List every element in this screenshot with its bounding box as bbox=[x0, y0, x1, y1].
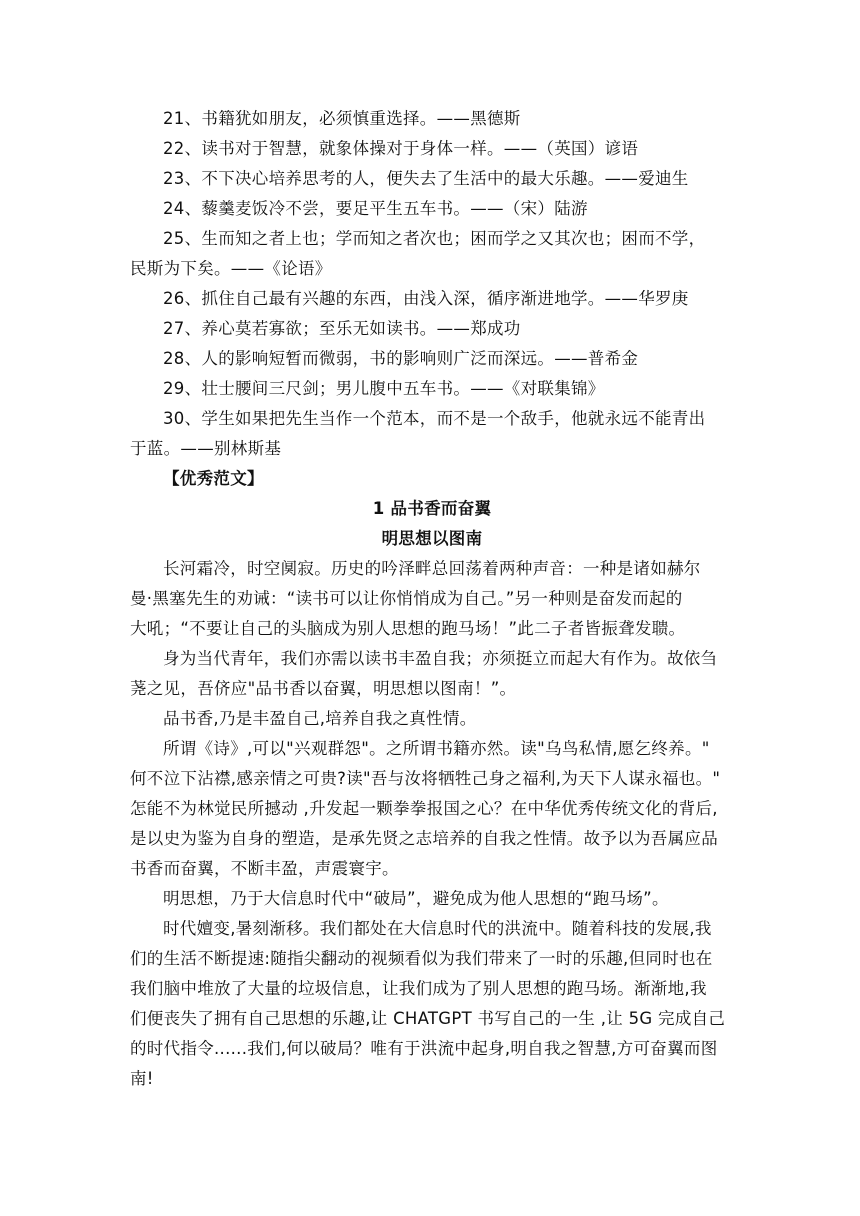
essay-paragraph-4-line-5 bbox=[130, 854, 734, 884]
essay-paragraph-2-line-2 bbox=[130, 674, 734, 704]
essay-paragraph-6-line-3 bbox=[130, 974, 734, 1004]
essay-paragraph-4-line-2 bbox=[130, 764, 734, 794]
quote-line: 民斯为下矣。——《论语》 bbox=[130, 259, 332, 278]
quote-line: 21、书籍犹如朋友，必须慎重选择。——黑德斯 bbox=[163, 109, 521, 128]
quote-line: 28、人的影响短暂而微弱，书的影响则广泛而深远。——普希金 bbox=[163, 349, 639, 368]
essay-paragraph-3-line-1 bbox=[130, 704, 734, 734]
paragraph-line: 品书香,乃是丰盈自己,培养自我之真性情。 bbox=[163, 709, 477, 728]
paragraph-line: 所谓《诗》,可以"兴观群怨"。之所谓书籍亦然。读"乌鸟私情,愿乞终养。" bbox=[163, 739, 710, 758]
quote-26 bbox=[130, 284, 734, 314]
paragraph-line: 的时代指令......我们,何以破局？唯有于洪流中起身,明自我之智慧,方可奋翼而图 bbox=[130, 1039, 718, 1058]
essay-paragraph-1-line-1 bbox=[130, 554, 734, 584]
quote-24 bbox=[130, 194, 734, 224]
quote-line: 22、读书对于智慧，就象体操对于身体一样。——（英国）谚语 bbox=[163, 139, 639, 158]
essay-paragraph-6-line-5 bbox=[130, 1034, 734, 1064]
essay-body bbox=[130, 554, 734, 1094]
paragraph-line: 荛之见，吾侪应"品书香以奋翼，明思想以图南！”。 bbox=[130, 679, 517, 698]
essay-paragraph-6-line-6 bbox=[130, 1064, 734, 1094]
quote-29 bbox=[130, 374, 734, 404]
quote-28 bbox=[130, 344, 734, 374]
quote-30-line-1 bbox=[130, 404, 734, 434]
quote-25-line-2 bbox=[130, 254, 734, 284]
quote-23 bbox=[130, 164, 734, 194]
essay-paragraph-6-line-2 bbox=[130, 944, 734, 974]
essay-paragraph-6-line-4 bbox=[130, 1004, 734, 1034]
essay-paragraph-1-line-2 bbox=[130, 584, 734, 614]
paragraph-line: 怎能不为林觉民所撼动 ,升发起一颗拳拳报国之心？在中华优秀传统文化的背后, bbox=[130, 799, 718, 818]
quote-line: 30、学生如果把先生当作一个范本，而不是一个敌手，他就永远不能青出 bbox=[163, 409, 706, 428]
paragraph-line: 书香而奋翼，不断丰盈，声震寰宇。 bbox=[130, 859, 399, 878]
quote-line: 29、壮士腰间三尺剑；男儿腹中五车书。——《对联集锦》 bbox=[163, 379, 605, 398]
quote-30-line-2 bbox=[130, 434, 734, 464]
quote-list bbox=[130, 104, 734, 464]
quote-line: 25、生而知之者上也；学而知之者次也；困而学之又其次也；困而不学， bbox=[163, 229, 706, 248]
essay-paragraph-2-line-1 bbox=[130, 644, 734, 674]
paragraph-line: 是以史为鉴为自身的塑造，是承先贤之志培养的自我之性情。故予以为吾属应品 bbox=[130, 829, 718, 848]
paragraph-line: 们的生活不断提速:随指尖翻动的视频看似为我们带来了一时的乐趣,但同时也在 bbox=[130, 949, 713, 968]
paragraph-line: 南! bbox=[130, 1069, 154, 1088]
paragraph-line: 身为当代青年，我们亦需以读书丰盈自我；亦须挺立而起大有作为。故依刍 bbox=[163, 649, 718, 668]
essay-paragraph-1-line-3 bbox=[130, 614, 734, 644]
paragraph-line: 何不泣下沾襟,感亲情之可贵?读"吾与汝将牺牲己身之福利,为天下人谋永福也。" bbox=[130, 769, 721, 788]
quote-27 bbox=[130, 314, 734, 344]
paragraph-line: 长河霜冷，时空阒寂。历史的吟泽畔总回荡着两种声音：一种是诸如赫尔 bbox=[163, 559, 701, 578]
paragraph-line: 大吼；“不要让自己的头脑成为别人思想的跑马场！”此二子者皆振聋发聩。 bbox=[130, 619, 686, 638]
paragraph-line: 曼·黑塞先生的劝诫：“读书可以让你悄悄成为自己。”另一种则是奋发而起的 bbox=[130, 589, 683, 608]
quote-line: 23、不下决心培养思考的人，便失去了生活中的最大乐趣。——爱迪生 bbox=[163, 169, 689, 188]
paragraph-line: 明思想，乃于大信息时代中“破局”，避免成为他人思想的“跑马场”。 bbox=[163, 889, 669, 908]
quote-line: 于蓝。——别林斯基 bbox=[130, 439, 282, 458]
quote-21 bbox=[130, 104, 734, 134]
essay-paragraph-4-line-4 bbox=[130, 824, 734, 854]
paragraph-line: 我们脑中堆放了大量的垃圾信息，让我们成为了别人思想的跑马场。渐渐地,我 bbox=[130, 979, 707, 998]
quote-22 bbox=[130, 134, 734, 164]
page-content bbox=[130, 104, 734, 1094]
essay-title: 1 品书香而奋翼 bbox=[372, 499, 492, 518]
quote-line: 26、抓住自己最有兴趣的东西，由浅入深，循序渐进地学。——华罗庚 bbox=[163, 289, 689, 308]
quote-line: 27、养心莫若寡欲；至乐无如读书。——郑成功 bbox=[163, 319, 521, 338]
essay-subtitle: 明思想以图南 bbox=[381, 529, 483, 548]
essay-paragraph-6-line-1 bbox=[130, 914, 734, 944]
essay-paragraph-5-line-1 bbox=[130, 884, 734, 914]
essay-paragraph-4-line-1 bbox=[130, 734, 734, 764]
essay-paragraph-4-line-3 bbox=[130, 794, 734, 824]
section-label: 【优秀范文】 bbox=[163, 469, 264, 488]
paragraph-line: 时代嬗变,暑刻渐移。我们都处在大信息时代的洪流中。随着科技的发展,我 bbox=[163, 919, 712, 938]
quote-25-line-1 bbox=[130, 224, 734, 254]
paragraph-line: 们便丧失了拥有自己思想的乐趣,让 CHATGPT 书写自己的一生 ,让 5G 完成自己 bbox=[130, 1009, 726, 1028]
quote-line: 24、藜羹麦饭冷不尝，要足平生五车书。——（宋）陆游 bbox=[163, 199, 588, 218]
